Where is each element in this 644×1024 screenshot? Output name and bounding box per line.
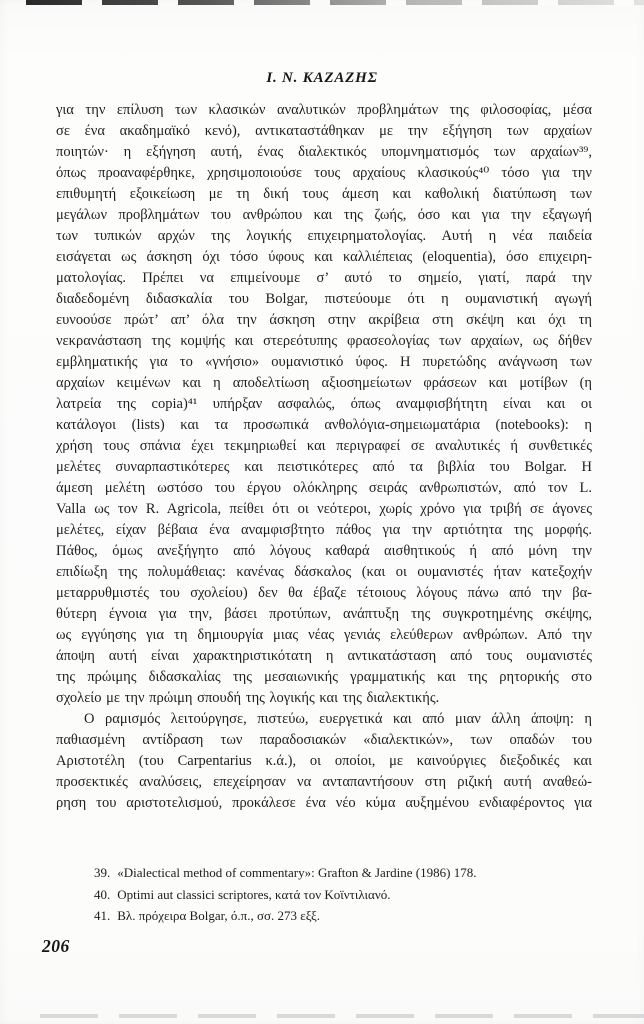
footnote-text: Optimi aut classici scriptores, κατά τον Κοϊντιλιανό. — [117, 886, 391, 902]
text-line: διαδεδομένη διδασκαλία του Bolgar, πιστεύουμε ότι η ουμανιστική αγωγή — [56, 291, 592, 307]
text-line: μεγάλων προβλημάτων του ανθρώπου και της ζωής, όσο και για την εξαγωγή — [56, 207, 592, 223]
text-line: Valla ως τον R. Agricola, πείθει ότι οι νεότεροι, χωρίς χρόνο για τριβή σε άγονες — [56, 501, 592, 517]
top-scan-edge-artifact — [26, 0, 644, 5]
text-line: εισάγεται ως άσκηση όχι τόσο ύφους και καλλιέπειας (eloquentia), όσο επιχειρη- — [56, 249, 592, 265]
text-line: επιθυμητή εξοικείωση με τη δική τους άμεση και καθολική διατύπωση των — [56, 186, 592, 202]
text-line: Αριστοτέλη (του Carpentarius κ.ά.), οι οποίοι, με καινούργιες διεξοδικές και — [56, 753, 592, 769]
footnotes — [94, 862, 604, 927]
text-line: μεταρρυθμιστές του σχολείου) δεν θα έβαζε τέτοιους λόγους πάνω από την βα- — [56, 585, 592, 601]
text-line: κατάλογοι (lists) και τα προσωπικά ανθολόγια-σημειωματάρια (notebooks): η — [56, 417, 592, 433]
text-line: άμεση μελέτη ωστόσο του έργου ολόκληρης σειράς ανθρωπιστών, από τον L. — [56, 480, 592, 496]
text-line: θύτερη έγνοια για την, βάσει προτύπων, ανάπτυξη της συγκροτημένης σκέψης, — [56, 606, 592, 622]
text-line: όπως προαναφέρθηκε, χρησιμοποιούσε τους αρχαίους κλασικούς⁴⁰ τόσο για την — [56, 165, 592, 181]
body-text — [56, 100, 592, 814]
text-line: για την επίλυση των κλασικών αναλυτικών προβλημάτων της φιλοσοφίας, μέσα — [56, 102, 592, 118]
text-line: άποψη αυτή είναι χαρακτηριστικότατη η αντικατάσταση από τους ουμανιστές — [56, 648, 592, 664]
text-line: παθιασμένη αντίδραση των παραδοσιακών «διαλεκτικών», των οπαδών του — [56, 732, 592, 748]
text-line: λατρεία της copia)⁴¹ υπήρξαν ασφαλώς, όπως αναμφισβήτητη είναι και οι — [56, 396, 592, 412]
text-line: ευνοούσε πρώτ’ απ’ όλα την άσκηση στην ακρίβεια στη σκέψη και όχι τη — [56, 312, 592, 328]
bottom-scan-edge-artifact — [40, 1014, 644, 1018]
footnote-number: 40. — [94, 886, 111, 902]
text-line: προσεκτικές αναλύσεις, επεχείρησαν να ανταπαντήσουν στη ριζική αυτή αναθεώ- — [56, 774, 592, 790]
text-line: σε ένα ακαδημαϊκό κενό), αντικαταστάθηκαν με την εξήγηση των αρχαίων — [56, 123, 592, 139]
text-line: μελέτες, είχαν βέβαια ένα αναμφισβτητο πάθος για την αρτιότητα της μορφής. — [56, 522, 592, 538]
footnote-item — [94, 905, 604, 927]
text-line: επιδίωξη της πολυμάθειας: κανένας δάσκαλος (και οι ουμανιστές ήταν κατεξοχήν — [56, 564, 592, 580]
text-line: σχολείο με την πρώιμη σπουδή της λογικής και της διαλεκτικής. — [56, 690, 440, 706]
footnote-item — [94, 884, 604, 906]
footnote-text: «Dialectical method of commentary»: Grafton & Jardine (1986) 178. — [117, 865, 477, 880]
text-line: νεκρανάσταση της κομψής και στερεότυπης φρασεολογίας των αρχαίων, ως δήθεν — [56, 333, 592, 349]
footnote-number: 39. — [94, 865, 111, 880]
text-line: ρηση του αριστοτελισμού, προκάλεσε ένα νέο κύμα αυξημένου ενδιαφέροντος για — [56, 795, 592, 811]
text-line: ως εγγύησης για τη δημιουργία μιας νέας γενιάς ελεύθερων ανθρώπων. Από την — [56, 627, 592, 643]
text-line: ποιητών· η εξήγηση αυτή, ένας διαλεκτικός υπομνηματισμός των αρχαίων³⁹, — [56, 144, 592, 160]
text-line: αρχαίων κειμένων και η αποδελτίωση αξιοσημείωτων φράσεων και μοτίβων (η — [56, 375, 592, 391]
page-number: 206 — [42, 936, 70, 956]
text-line: ματολογίας. Πρέπει να επιμείνουμε σ’ αυτό το σημείο, γιατί, παρά την — [56, 270, 592, 286]
text-line: της πρώιμης διδασκαλίας της μεσαιωνικής γραμματικής και της ρητορικής στο — [56, 669, 592, 685]
text-line: εμβληματικής για το «γνήσιο» ουμανιστικό ύφος. Η πυρετώδης ανάγνωση των — [56, 354, 592, 370]
text-line: μελέτες συναρπαστικότερες και πειστικότερες από τα βιβλία του Bolgar. Η — [56, 459, 592, 475]
text-line: των τυπικών αρχών της λογικής επιχειρηματολογίας. Αυτή η νέα παιδεία — [56, 228, 592, 244]
footnote-item — [94, 862, 604, 884]
text-line: Ο ραμισμός λειτούργησε, πιστεύω, ευεργετικά και από μιαν άλλη άποψη: η — [84, 711, 592, 727]
footnote-number: 41. — [94, 908, 111, 923]
running-head-author: I. N. ΚΑΖΑΖΗΣ — [266, 70, 378, 86]
text-line: χρήση τους σπάνια έχει τεκμηριωθεί και περιγραφεί σε αναλυτικές ή συνθετικές — [56, 438, 592, 454]
text-line: Πάθος, όμως ανεξήγητο από λόγους καθαρά αισθητικούς ή από μόνη την — [56, 543, 592, 559]
footnote-text: Βλ. πρόχειρα Bolgar, ό.π., σσ. 273 εξξ. — [117, 908, 321, 923]
